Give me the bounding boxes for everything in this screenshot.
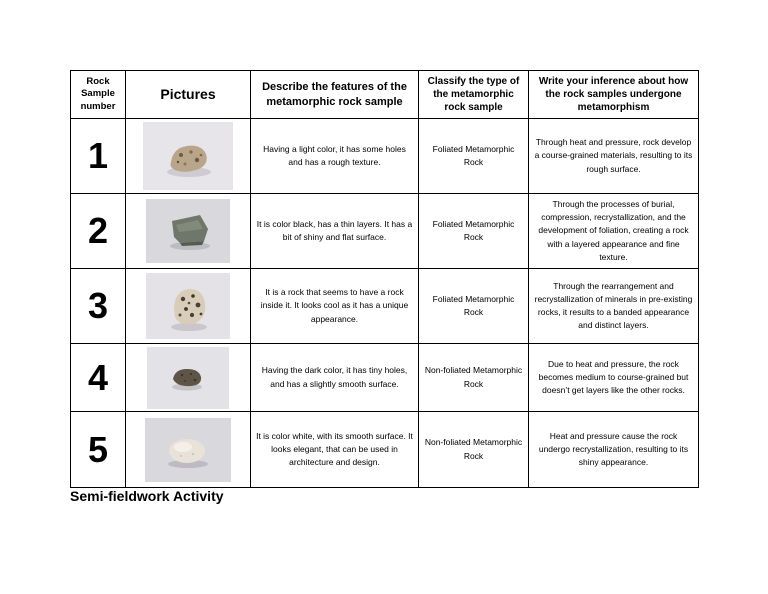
table-row	[71, 194, 699, 269]
classification-cell: Non-foliated Metamorphic Rock	[419, 412, 529, 488]
classification-cell: Non-foliated Metamorphic Rock	[419, 344, 529, 412]
sample-number: 2	[71, 194, 126, 269]
inference-cell: Through heat and pressure, rock develop a course-grained materials, resulting to its rough surface.	[529, 119, 699, 194]
picture-cell	[126, 194, 251, 269]
activity-caption: Semi-fieldwork Activity	[70, 488, 224, 504]
inference-cell: Due to heat and pressure, the rock becomes medium to course-grained but doesn’t get layers like the other rocks.	[529, 344, 699, 412]
header-classify: Classify the type of the metamorphic rock sample	[419, 71, 529, 119]
description-cell: It is color black, has a thin layers. It has a bit of shiny and flat surface.	[251, 194, 419, 269]
picture-cell	[126, 119, 251, 194]
description-cell: Having a light color, it has some holes and has a rough texture.	[251, 119, 419, 194]
inference-cell: Through the processes of burial, compression, recrystallization, and the development of foliation, creating a rock with a layered appearance and fine texture.	[529, 194, 699, 269]
table-row	[71, 412, 699, 488]
table-row	[71, 344, 699, 412]
classification-cell: Foliated Metamorphic Rock	[419, 194, 529, 269]
sample-number: 1	[71, 119, 126, 194]
sample-number: 4	[71, 344, 126, 412]
picture-cell	[126, 344, 251, 412]
rock-photo-white-smooth-icon	[145, 418, 231, 482]
rock-samples-table	[70, 70, 699, 488]
picture-cell	[126, 269, 251, 344]
rock-photo-light-rough-icon	[143, 122, 233, 190]
header-row	[71, 71, 699, 119]
sample-number: 5	[71, 412, 126, 488]
picture-cell	[126, 412, 251, 488]
sample-number: 3	[71, 269, 126, 344]
inference-cell: Heat and pressure cause the rock undergo recrystallization, resulting to its shiny appearance.	[529, 412, 699, 488]
description-cell: Having the dark color, it has tiny holes, and has a slightly smooth surface.	[251, 344, 419, 412]
rock-photo-dark-small-icon	[147, 347, 229, 409]
rock-photo-speckled-icon	[146, 273, 230, 339]
description-cell: It is a rock that seems to have a rock inside it. It looks cool as it has a unique appearance.	[251, 269, 419, 344]
header-pictures: Pictures	[126, 71, 251, 119]
classification-cell: Foliated Metamorphic Rock	[419, 119, 529, 194]
rock-photo-dark-flat-icon	[146, 199, 230, 263]
table-row	[71, 119, 699, 194]
inference-cell: Through the rearrangement and recrystallization of minerals in pre-existing rocks, it results to a banded appearance and distinct layers.	[529, 269, 699, 344]
description-cell: It is color white, with its smooth surface. It looks elegant, that can be used in architecture and design.	[251, 412, 419, 488]
header-inference: Write your inference about how the rock samples undergone metamorphism	[529, 71, 699, 119]
table-row	[71, 269, 699, 344]
header-sample-number: Rock Sample number	[71, 71, 126, 119]
header-describe: Describe the features of the metamorphic rock sample	[251, 71, 419, 119]
classification-cell: Foliated Metamorphic Rock	[419, 269, 529, 344]
